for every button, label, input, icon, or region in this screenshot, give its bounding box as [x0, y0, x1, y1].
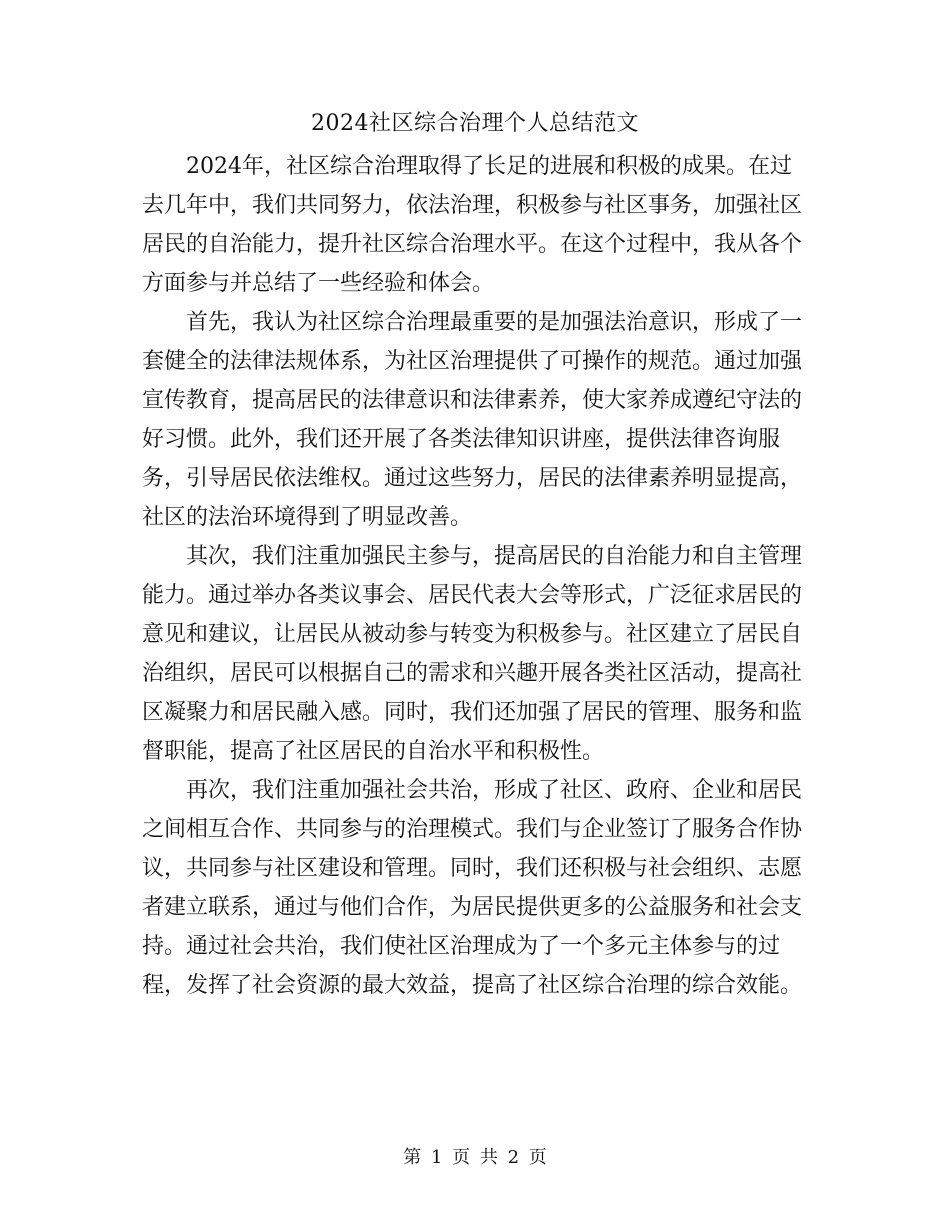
paragraph-democratic-participation: 其次，我们注重加强民主参与，提高居民的自治能力和自主管理能力。通过举办各类议事会、居民代表大会等形式，广泛征求居民的意见和建议，让居民从被动参与转变为积极参与。社区建立了居民自治组织，居民可以根据自己的需求和兴趣开展各类社区活动，提高社区凝聚力和居民融入感。同时，我们还加强了居民的管理、服务和监督职能，提高了社区居民的自治水平和积极性。 [142, 544, 803, 764]
paragraph-rule-of-law: 首先，我认为社区综合治理最重要的是加强法治意识，形成了一套健全的法律法规体系，为社区治理提供了可操作的规范。通过加强宣传教育，提高居民的法律意识和法律素养，使大家养成遵纪守法的好习惯。此外，我们还开展了各类法律知识讲座，提供法律咨询服务，引导居民依法维权。通过这些努力，居民的法律素养明显提高，社区的法治环境得到了明显改善。 [142, 310, 803, 530]
paragraph-social-co-governance: 再次，我们注重加强社会共治，形成了社区、政府、企业和居民之间相互合作、共同参与的治理模式。我们与企业签订了服务合作协议，共同参与社区建设和管理。同时，我们还积极与社会组织、志愿者建立联系，通过与他们合作，为居民提供更多的公益服务和社会支持。通过社会共治，我们使社区治理成为了一个多元主体参与的过程，发挥了社会资源的最大效益，提高了社区综合治理的综合效能。 [142, 778, 803, 998]
document-body [142, 147, 807, 1005]
paragraph-intro: 2024年，社区综合治理取得了长足的进展和积极的成果。在过去几年中，我们共同努力，依法治理，积极参与社区事务，加强社区居民的自治能力，提升社区综合治理水平。在这个过程中，我从各个方面参与并总结了一些经验和体会。 [142, 154, 803, 296]
document-title: 2024社区综合治理个人总结范文 [311, 111, 639, 136]
page-footer: 第 1 页 共 2 页 [403, 1147, 547, 1168]
